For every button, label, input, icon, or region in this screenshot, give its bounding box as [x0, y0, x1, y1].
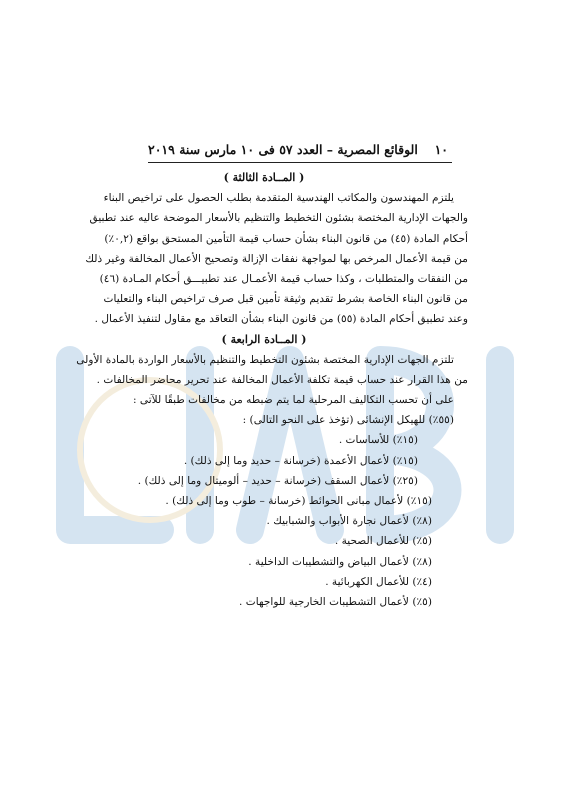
article-3-line: يلتزم المهندسون والمكاتب الهندسية المتقدمة بطلب الحصول على تراخيص البناء [103, 192, 454, 205]
structure-item: (٢٥٪) لأعمال السقف (خرسانة – حديد – ألوميتال وما إلى ذلك) . [137, 474, 418, 487]
document-body [60, 168, 468, 612]
article-4-line: تلتزم الجهات الإدارية المختصة بشئون التخطيط والتنظيم بالأسعار الواردة بالمادة الأولى [76, 353, 454, 366]
publication-line: الوقائع المصرية – العدد ٥٧ فى ١٠ مارس سنة ٢٠١٩ [148, 141, 418, 157]
article-3-line: وعند تطبيق أحكام المادة (٥٥) من قانون البناء بشأن التعاقد مع مقاول لتنفيذ الأعمال . [94, 313, 468, 326]
article-3-line: من قانون البناء الخاصة بشرط تقديم وثيقة تأمين قبل صرف تراخيص البناء والتعليات [103, 293, 468, 306]
structure-item: (١٥٪) للأساسات . [338, 434, 418, 447]
article-3-line: والجهات الإدارية المختصة بشئون التخطيط والتنظيم بالأسعار الموضحة عاليه عند تطبيق [89, 212, 468, 225]
cost-item: (٥٪) لأعمال التشطيبات الخارجية للواجهات . [239, 595, 432, 608]
cost-item: (١٥٪) لأعمال مبانى الحوائط (خرسانة – طوب وما إلى ذلك) . [165, 495, 432, 507]
page-number: ١٠ [434, 141, 448, 157]
structure-heading: (٥٥٪) للهيكل الإنشائى (تؤخذ على النحو التالى) : [242, 414, 454, 427]
article-4-title: ( المــادة الرابعة ) [221, 332, 307, 346]
article-3-line: من النفقات والمتطلبات ، وكذا حساب قيمة الأعمـال عند تطبيـــق أحكام المـادة (٤٦) [99, 272, 468, 285]
cost-item: (٨٪) لأعمال نجارة الأبواب والشبابيك . [266, 515, 432, 528]
article-3-line: أحكام المادة (٤٥) من قانون البناء بشأن حساب قيمة التأمين المستحق بواقع (٠,٢٪) [104, 232, 468, 245]
article-3-line: من قيمة الأعمال المرخص بها لمواجهة نفقات الإزالة وتصحيح الأعمال المخالفة وغير ذلك [85, 252, 468, 265]
article-4-intro: على أن تحسب التكاليف المرحلية لما يتم ضبطه من مخالفات طبقًا للآتى : [132, 394, 454, 407]
article-3-title: ( المــادة الثالثة ) [223, 171, 305, 184]
structure-item: (١٥٪) لأعمال الأعمدة (خرسانة – حديد وما إلى ذلك) . [183, 454, 418, 467]
article-4-line: من هذا القرار عند حساب قيمة تكلفة الأعمال المخالفة عند تحرير محاضر المخالفات . [96, 373, 468, 386]
running-header [148, 139, 448, 159]
cost-item: (٨٪) لأعمال البياض والتشطيبات الداخلية . [248, 555, 432, 568]
cost-item: (٤٪) للأعمال الكهربائية . [325, 575, 432, 588]
cost-item: (٥٪) للأعمال الصحية . [334, 535, 432, 548]
header-divider [148, 162, 452, 163]
